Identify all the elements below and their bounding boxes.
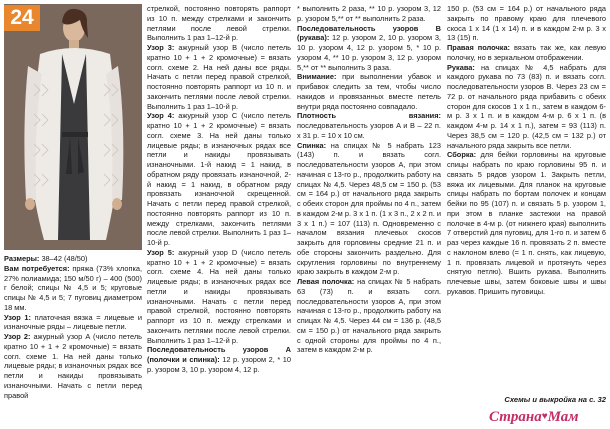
watermark-word-2: Мам: [547, 409, 579, 425]
pattern-3-text: ажурный узор B (число петель кратно 10 + 1 + 2 кромочные) = вязать согл. схеме 2. На ней даны все ряды. Начать с петли перед правой стрелкой, постоянно повторять раппорт из 10 п. и закончить петлями после левой стрелки. Выполнить 1 раз 1–10-й р.: [147, 43, 291, 111]
gauge-paragraph: [297, 111, 441, 140]
column-patterns: [147, 4, 291, 424]
pattern-1-paragraph: [4, 313, 142, 333]
column-back-front: [297, 4, 441, 424]
pattern-4-label: Узор 4:: [147, 111, 175, 121]
sizes-text: 38–42 (48/50): [39, 254, 88, 263]
left-front-label: Левая полочка:: [297, 277, 355, 286]
watermark-word-1: Страна: [489, 409, 542, 425]
gauge-label: Плотность вязания:: [297, 111, 441, 121]
assembly-label: Сборка:: [447, 150, 477, 160]
model-photo: [4, 4, 142, 250]
pattern-2-continued: стрелкой, постоянно повторять раппорт из 10 п. между стрелками и закончить петлями после левой стрелки. Выполнить 1 раз 1–12-й р.: [147, 4, 291, 43]
left-front-continued: 150 р. (53 см = 164 р.) от начального ряда закрыть по правому краю для плечевого скоса 1 х 14 (1 х 14) п. и в каждом 2-м р. 3 х 13 (15) п.: [447, 4, 606, 43]
right-front-text: вязать так же, как левую полочку, но в зеркальном отображении.: [447, 43, 606, 62]
sequence-b-paragraph: [297, 24, 441, 73]
attention-text: при выполнении убавок и прибавок следить за тем, чтобы число накидов и провязанных вместе петель внутри ряда постоянно совпадало.: [297, 72, 441, 111]
sequence-b-text: 12 р. узором 2, 10 р. узором 3, 10 р. узором 4, 12 р. узором 5, * 10 р. узором 4, ** 10 р. узором 3, 12 р. узором 5,** от ** выполнить 3 раза.: [297, 33, 441, 72]
attention-paragraph: [297, 72, 441, 111]
pattern-1-text: платочная вязка = лицевые и изнаночные ряды – лицевые петли.: [4, 312, 142, 332]
model-illustration: [4, 4, 142, 250]
pattern-4-paragraph: [147, 111, 291, 248]
right-front-paragraph: [447, 43, 606, 63]
heart-icon: ♥: [541, 411, 548, 422]
pattern-2-label: Узор 2:: [4, 332, 31, 341]
materials-label: Вам потребуется:: [4, 263, 70, 273]
pattern-2-text: ажурный узор A (число петель кратно 10 + 1 + 2 кромочные) = вязать согл. схеме 1. На ней даны только лицевые ряды; в изнаночных рядах все петли и накиды провязывать изнаночными. Начать с петли перед правой: [4, 332, 142, 400]
left-front-text: на спицах № 5 набрать 63 (73) п. и вязать согл. последовательности узоров А, при этом начиная с 13-го р., продолжить работу на спицах № 4,5. Через 44 см = 136 р. (48,5 см = 150 р.) от начального ряда закрыть с одной стороны для проймы по 4 п., затем в каждом 2-м р.: [297, 277, 441, 355]
sizes-label: Размеры:: [4, 254, 40, 263]
pattern-3-paragraph: [147, 43, 291, 111]
sizes-paragraph: [4, 254, 142, 264]
back-paragraph: [297, 141, 441, 278]
sleeves-label: Рукава:: [447, 62, 475, 72]
back-label: Спинка:: [297, 140, 327, 150]
sequence-a-label: Последовательность узоров A (полочки и спинка):: [147, 345, 291, 364]
sequence-a-text: 12 р. узором 2, * 10 р. узором 3, 10 р. узором 4, 12 р.: [147, 355, 291, 374]
sleeves-text: на спицах № 4,5 набрать для каждого рукава по 73 (83) п. и вязать согл. последовательности узоров В. Через 23 см = 72 р. от начального ряда прибавить с обеих сторон для скосов 1 х 1 п., затем в каждом 6-м р. 3 х 1 п. и в каждом 4-м р. 6 х 1 п. (в каждом 4-м р. 14 х 1 п.), затем = 93 (113) п. Через 38,5 см = 120 р. (42,5 см = 132 р.) от начального ряда закрыть все петли.: [447, 62, 606, 150]
sequence-a-continued: * выполнить 2 раза, ** 10 р. узором 3, 12 р. узором 5,** от ** выполнить 2 раза.: [297, 4, 441, 23]
right-front-label: Правая полочка:: [447, 43, 511, 52]
site-watermark: [489, 406, 609, 428]
pattern-5-paragraph: [147, 248, 291, 346]
materials-text: пряжа (73% хлопка, 27% полиамида; 150 м/50 г) – 400 (500) г белой; спицы № 4,5 и 5; круговые спицы № 4,5 и 5; 7 пуговиц диаметром 18 мм.: [4, 263, 142, 312]
pattern-5-text: ажурный узор D (число петель кратно 10 + 1 + 2 кромочные) = вязать согл. схеме 4. На ней даны только лицевые ряды; в изнаночных рядах все петли и накиды провязывать изнаночными. Начать с петли перед правой стрелкой, постоянно повторять раппорт из 10 п. между стрелками и закончить петлями после левой стрелки. Выполнить 1 раз 1–12-й р.: [147, 247, 291, 345]
pattern-5-label: Узор 5:: [147, 247, 175, 257]
attention-label: Внимание:: [297, 72, 337, 82]
gauge-text: последовательность узоров A и B – 22 п. х 31 р. = 10 х 10 см.: [297, 121, 441, 140]
pattern-1-label: Узор 1:: [4, 312, 31, 322]
column-sleeves-assembly: [447, 4, 606, 396]
assembly-text: для бейки горловины на круговые спицы набрать по краю горловины 95 п. и связать 5 рядов узором 1. Закрыть петли, вяжа их лицевыми. Для планок на круговые спицы набрать по бортам полочек и концам бейки по 95 (107) п. и связать 5 р. узором 1, при этом в планке застежки на правой полочке в 4-м р. (от нижнего края) выполнить 7 отверстий для пуговиц, для 1-го п. и затем 6 раз через каждые 16 п. провязать 2 п. вместе с наклоном влево (= 1 п. снять, как лицевую, 1 п. провязать лицевой и протянуть через снятую петлю). Вшить рукава. Выполнить плечевые швы, затем боковые швы и швы рукавов. Пришить пуговицы.: [447, 150, 606, 296]
pattern-3-label: Узор 3:: [147, 43, 175, 52]
pattern-number-badge: 24: [4, 5, 40, 31]
sleeves-paragraph: [447, 63, 606, 151]
materials-paragraph: [4, 264, 142, 313]
column-materials: [4, 254, 142, 424]
pattern-4-text: ажурный узор C (число петель кратно 10 + 1 + 2 кромочные) = вязать согл. схеме 3. На ней даны только лицевые ряды; в изнаночных рядах все петли и накиды провязывать изнаночными. 1-й накид = 1 накид, в обратном ряду провязать изнаночной, 2-й накид = 1 накид, в обратном ряду провязать изнаночной скрещенной. Начать с петли перед правой стрелкой, постоянно повторять раппорт из 10 п. между стрелками, закончить петлями после левой стрелки. Выполнить 1 раз 1–10-й р.: [147, 111, 291, 247]
sequence-b-label: Последовательность узоров B (рукава):: [297, 23, 441, 43]
pattern-2-paragraph: [4, 332, 142, 400]
charts-page-reference: Схемы и выкройка на с. 32: [504, 395, 606, 404]
assembly-paragraph: [447, 150, 606, 296]
back-text: на спицах № 5 набрать 123 (143) п. и вязать согл. последовательности узоров А, при этом начиная с 13-го р., продолжить работу на спицах № 4,5. Через 48,5 см = 150 р. (53 см = 164 р.) от начального ряда закрыть с обеих сторон для проймы по 4 п., затем в каждом 2-м р. 3 х 1 п. (1 х 3 п., 2 х 2 п. и 3 х 1 п.) = 107 (113) п. Одновременно с началом вязания плечевых скосов закрыть для горловины средние 21 п. и обе стороны закончить раздельно. Для скругления горловины по внутреннему краю закрыть в каждом 2-м р.: [297, 140, 441, 277]
left-front-paragraph: [297, 277, 441, 355]
sequence-a-paragraph: [147, 345, 291, 374]
